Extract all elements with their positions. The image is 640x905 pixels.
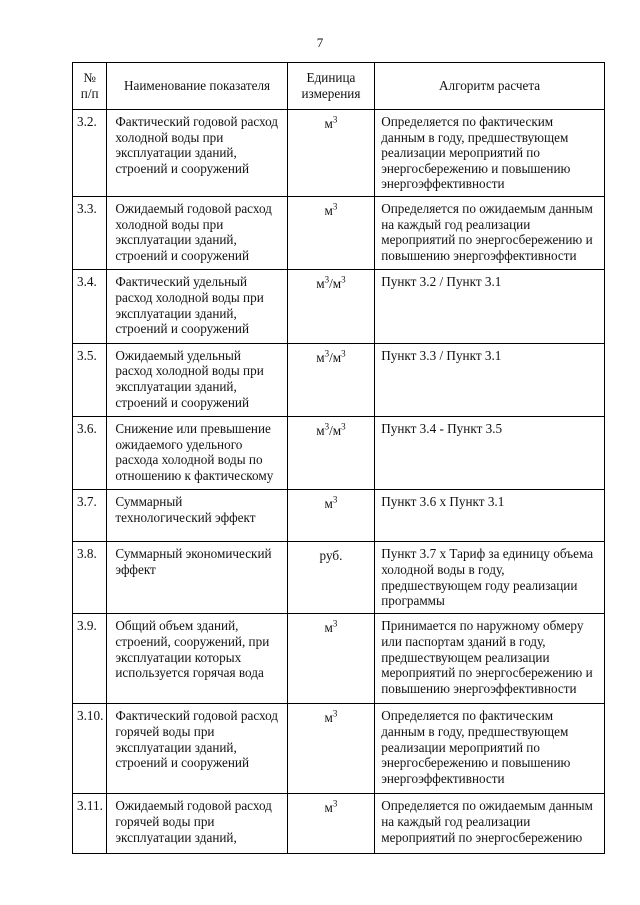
unit-base: м (324, 116, 333, 131)
row-algorithm: Пункт 3.6 x Пункт 3.1 (375, 490, 605, 542)
unit-exponent: 3 (332, 799, 338, 810)
table-row (73, 542, 605, 614)
row-algorithm: Пункт 3.3 / Пункт 3.1 (375, 343, 605, 416)
unit-base-denominator: м (332, 349, 342, 365)
unit-base: м (324, 202, 333, 218)
row-number: 3.9. (73, 614, 107, 704)
row-number: 3.3. (73, 196, 107, 269)
unit-base: м (324, 496, 333, 512)
row-number: 3.6. (73, 417, 107, 490)
row-indicator-name: Ожидаемый удельный расход холодной воды при эксплуатации зданий, строений и сооружений (107, 343, 287, 416)
row-unit (287, 110, 375, 197)
row-indicator-name: Снижение или превышение ожидаемого удельного расхода холодной воды по отношению к фактическому (107, 417, 287, 490)
header-algorithm: Алгоритм расчета (375, 63, 605, 110)
row-indicator-name: Ожидаемый годовой расход холодной воды при эксплуатации зданий, строений и сооружений (107, 196, 287, 269)
header-indicator-name: Наименование показателя (107, 63, 287, 110)
row-unit (287, 196, 375, 269)
unit-base: м (324, 710, 333, 726)
row-algorithm: Определяется по фактическим данным в году, предшествующем реализации мероприятий по энергосбережению и повышению энергоэффективности (375, 704, 605, 794)
row-algorithm: Пункт 3.7 x Тариф за единицу объема холодной воды в году, предшествующем году реализации программы (375, 542, 605, 614)
table-header-row (73, 63, 605, 110)
page-number: 7 (316, 35, 324, 50)
unit-base: м (324, 620, 333, 636)
row-algorithm: Пункт 3.2 / Пункт 3.1 (375, 270, 605, 343)
unit-separator: / (329, 276, 333, 292)
row-unit (287, 270, 375, 343)
table-row (73, 196, 605, 269)
row-unit (287, 343, 375, 416)
row-number: 3.7. (73, 490, 107, 542)
row-indicator-name: Суммарный экономический эффект (107, 542, 287, 614)
unit-base: м (316, 276, 325, 292)
unit-exponent: 3 (332, 709, 338, 720)
unit-exponent: 3 (332, 114, 338, 125)
table-row (73, 704, 605, 794)
row-indicator-name: Ожидаемый годовой расход горячей воды при эксплуатации зданий, (107, 794, 287, 854)
row-unit (287, 417, 375, 490)
table-row (73, 490, 605, 542)
row-unit (287, 704, 375, 794)
unit-base-denominator: м (332, 423, 342, 439)
row-indicator-name: Суммарный технологический эффект (107, 490, 287, 542)
header-unit: Единица измерения (287, 63, 375, 110)
table-row (73, 794, 605, 854)
unit-exponent: 3 (332, 495, 338, 506)
row-algorithm: Определяется по ожидаемым данным на каждый год реализации мероприятий по энергосбережению и повышению энергоэффективности (375, 196, 605, 269)
unit-exponent-denominator: 3 (341, 274, 346, 285)
unit-base: м (324, 800, 333, 816)
unit-base: руб. (319, 548, 343, 564)
unit-separator: / (329, 423, 333, 439)
indicators-table (72, 62, 605, 854)
header-number: № п/п (73, 63, 107, 110)
unit-base: м (316, 423, 325, 439)
table-row (73, 614, 605, 704)
row-number: 3.11. (73, 794, 107, 854)
row-algorithm: Определяется по ожидаемым данным на каждый год реализации мероприятий по энергосбережению (375, 794, 605, 854)
row-number: 3.10. (73, 704, 107, 794)
unit-exponent: 3 (324, 274, 330, 285)
table-row (73, 417, 605, 490)
unit-exponent: 3 (332, 619, 338, 630)
row-indicator-name: Фактический годовой расход горячей воды при эксплуатации зданий, строений и сооружений (107, 704, 287, 794)
row-number: 3.2. (73, 110, 107, 197)
unit-exponent-denominator: 3 (341, 348, 346, 359)
unit-separator: / (329, 349, 333, 365)
unit-exponent: 3 (324, 348, 330, 359)
row-unit (287, 542, 375, 614)
unit-base: м (316, 349, 325, 365)
row-unit (287, 614, 375, 704)
row-number: 3.5. (73, 343, 107, 416)
table-row (73, 343, 605, 416)
unit-exponent: 3 (324, 421, 330, 432)
row-number: 3.8. (73, 542, 107, 614)
row-unit (287, 794, 375, 854)
row-algorithm: Пункт 3.4 - Пункт 3.5 (375, 417, 605, 490)
table-row (73, 110, 605, 197)
unit-exponent-denominator: 3 (341, 421, 346, 432)
row-indicator-name: Фактический годовой расход холодной воды при эксплуатации зданий, строений и сооружений (107, 110, 287, 197)
table-row (73, 270, 605, 343)
unit-exponent: 3 (332, 201, 338, 212)
row-algorithm: Определяется по фактическим данным в году, предшествующем реализации мероприятий по энергосбережению и повышению энергоэффективности (375, 110, 605, 197)
row-indicator-name: Общий объем зданий, строений, сооружений, при эксплуатации которых используется горячая вода (107, 614, 287, 704)
row-number: 3.4. (73, 270, 107, 343)
row-indicator-name: Фактический удельный расход холодной воды при эксплуатации зданий, строений и сооружений (107, 270, 287, 343)
row-algorithm: Принимается по наружному обмеру или паспортам зданий в году, предшествующем реализации мероприятий по энергосбережению и повышению энергоэффективности (375, 614, 605, 704)
row-unit (287, 490, 375, 542)
unit-base-denominator: м (332, 276, 342, 292)
